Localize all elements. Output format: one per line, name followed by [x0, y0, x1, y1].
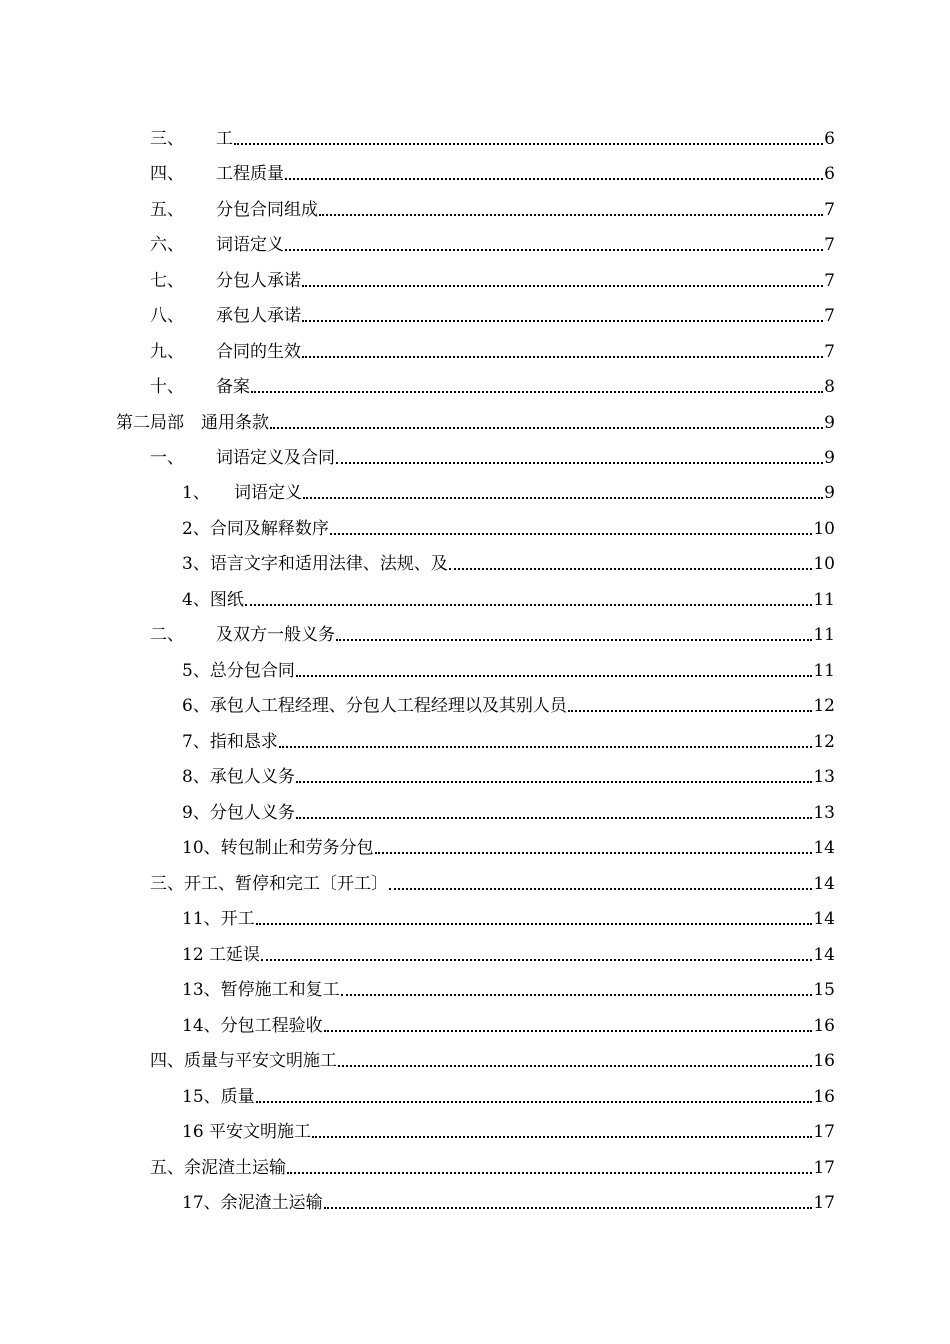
toc-page-number: 13 — [813, 767, 835, 787]
toc-entry[interactable] — [150, 618, 835, 646]
toc-entry-title: 词语定义及合同 — [216, 448, 335, 468]
toc-entry-title: 7、指和恳求 — [182, 732, 278, 752]
toc-page-number: 14 — [813, 874, 835, 894]
toc-dot-leader — [302, 320, 823, 322]
toc-entry-title: 工程质量 — [216, 164, 284, 184]
toc-entry[interactable] — [150, 193, 835, 221]
toc-dot-leader — [375, 852, 813, 854]
toc-subentry[interactable] — [182, 476, 835, 504]
toc-entry[interactable] — [150, 122, 835, 150]
toc-subentry[interactable] — [182, 1186, 835, 1214]
toc-page-number: 16 — [813, 1016, 835, 1036]
toc-entry-title: 10、转包制止和劳务分包 — [182, 838, 374, 858]
toc-entry-title: 第二局部 通用条款 — [116, 413, 269, 433]
toc-dot-leader — [285, 178, 823, 180]
toc-entry-title: 及双方一般义务 — [216, 625, 335, 645]
toc-entry-number: 七、 — [150, 271, 184, 291]
toc-dot-leader — [302, 356, 823, 358]
toc-entry-title: 9、分包人义务 — [182, 803, 295, 823]
toc-entry-part[interactable] — [116, 406, 835, 434]
toc-dot-leader — [568, 710, 813, 712]
toc-entry[interactable] — [150, 1151, 835, 1179]
toc-page-number: 14 — [813, 838, 835, 858]
toc-page-number: 7 — [824, 271, 835, 291]
toc-page-number: 16 — [813, 1087, 835, 1107]
toc-page-number: 11 — [813, 661, 835, 681]
toc-page-number: 11 — [813, 625, 835, 645]
toc-entry-title: 15、质量 — [182, 1087, 255, 1107]
toc-page-number: 10 — [813, 554, 835, 574]
toc-page-number: 7 — [824, 235, 835, 255]
toc-entry-title: 五、余泥渣土运输 — [150, 1158, 286, 1178]
toc-subentry[interactable] — [182, 1080, 835, 1108]
toc-page-number: 11 — [813, 590, 835, 610]
toc-page-number: 9 — [824, 483, 835, 503]
toc-page-number: 9 — [824, 413, 835, 433]
toc-page-number: 16 — [813, 1051, 835, 1071]
toc-entry-title: 词语定义 — [234, 483, 302, 503]
toc-entry-title: 6、承包人工程经理、分包人工程经理以及其别人员 — [182, 696, 567, 716]
toc-page-number: 9 — [824, 448, 835, 468]
toc-dot-leader — [261, 959, 812, 961]
toc-entry-title: 13、暂停施工和复工 — [182, 980, 340, 1000]
toc-entry[interactable] — [150, 1044, 835, 1072]
toc-dot-leader — [324, 1030, 813, 1032]
toc-page-number: 14 — [813, 909, 835, 929]
toc-subentry[interactable] — [182, 1115, 835, 1143]
toc-dot-leader — [296, 781, 813, 783]
toc-entry-title: 工 — [216, 129, 233, 149]
toc-entry-title: 4、图纸 — [182, 590, 244, 610]
toc-entry-title: 分包合同组成 — [216, 200, 318, 220]
toc-entry-title: 承包人承诺 — [216, 306, 301, 326]
toc-entry-title: 三、开工、暂停和完工〔开工〕 — [150, 874, 388, 894]
toc-entry-title: 12 工延误 — [182, 945, 261, 965]
toc-entry-number: 八、 — [150, 306, 184, 326]
toc-dot-leader — [336, 462, 823, 464]
toc-dot-leader — [279, 746, 813, 748]
toc-page-number: 6 — [824, 164, 835, 184]
toc-page-number: 7 — [824, 200, 835, 220]
toc-entry-title: 合同的生效 — [216, 342, 301, 362]
toc-entry[interactable] — [150, 370, 835, 398]
toc-page-number: 12 — [813, 732, 835, 752]
toc-entry-number: 六、 — [150, 235, 184, 255]
toc-dot-leader — [256, 1101, 813, 1103]
toc-entry-number: 九、 — [150, 342, 184, 362]
toc-page-number: 14 — [813, 945, 835, 965]
toc-page-number: 7 — [824, 342, 835, 362]
toc-subentry[interactable] — [182, 796, 835, 824]
toc-page-number: 8 — [824, 377, 835, 397]
toc-dot-leader — [251, 391, 823, 393]
toc-entry-title: 11、开工 — [182, 909, 255, 929]
toc-entry-title: 16 平安文明施工 — [182, 1122, 312, 1142]
toc-entry-title: 5、总分包合同 — [182, 661, 295, 681]
toc-dot-leader — [449, 568, 813, 570]
toc-dot-leader — [270, 427, 823, 429]
toc-page-number: 17 — [813, 1122, 835, 1142]
toc-subentry[interactable] — [182, 973, 835, 1001]
toc-entry-number: 十、 — [150, 377, 184, 397]
toc-entry-number: 五、 — [150, 200, 184, 220]
toc-entry-number: 二、 — [150, 625, 184, 645]
toc-subentry[interactable] — [182, 654, 835, 682]
toc-dot-leader — [312, 1136, 812, 1138]
toc-entry[interactable] — [150, 157, 835, 185]
toc-entry[interactable] — [150, 335, 835, 363]
toc-dot-leader — [319, 214, 823, 216]
toc-dot-leader — [302, 285, 823, 287]
toc-entry[interactable] — [150, 228, 835, 256]
toc-subentry[interactable] — [182, 725, 835, 753]
toc-dot-leader — [303, 497, 823, 499]
toc-page-number: 17 — [813, 1193, 835, 1213]
toc-subentry[interactable] — [182, 938, 835, 966]
toc-subentry[interactable] — [182, 902, 835, 930]
toc-entry[interactable] — [150, 441, 835, 469]
toc-subentry[interactable] — [182, 689, 835, 717]
toc-dot-leader — [341, 994, 813, 996]
toc-entry-title: 8、承包人义务 — [182, 767, 295, 787]
toc-subentry[interactable] — [182, 831, 835, 859]
toc-dot-leader — [256, 923, 813, 925]
toc-entry-number: 1、 — [182, 483, 210, 503]
toc-entry-title: 词语定义 — [216, 235, 284, 255]
toc-dot-leader — [285, 249, 823, 251]
toc-entry-title: 14、分包工程验收 — [182, 1016, 323, 1036]
toc-subentry[interactable] — [182, 1009, 835, 1037]
toc-dot-leader — [234, 143, 823, 145]
toc-dot-leader — [324, 1207, 813, 1209]
toc-entry[interactable] — [150, 299, 835, 327]
toc-entry[interactable] — [150, 867, 835, 895]
toc-entry-number: 一、 — [150, 448, 184, 468]
toc-page-number: 15 — [813, 980, 835, 1000]
toc-entry-number: 三、 — [150, 129, 184, 149]
toc-page-number: 7 — [824, 306, 835, 326]
toc-entry-title: 3、语言文字和适用法律、法规、及 — [182, 554, 448, 574]
toc-entry-title: 17、余泥渣土运输 — [182, 1193, 323, 1213]
toc-entry-title: 四、质量与平安文明施工 — [150, 1051, 337, 1071]
toc-dot-leader — [287, 1172, 812, 1174]
toc-page-number: 10 — [813, 519, 835, 539]
toc-subentry[interactable] — [182, 547, 835, 575]
toc-entry-title: 分包人承诺 — [216, 271, 301, 291]
toc-page-number: 13 — [813, 803, 835, 823]
toc-entry-title: 备案 — [216, 377, 250, 397]
toc-subentry[interactable] — [182, 760, 835, 788]
toc-dot-leader — [296, 675, 813, 677]
toc-page-number: 17 — [813, 1158, 835, 1178]
toc-dot-leader — [330, 533, 813, 535]
toc-dot-leader — [296, 817, 813, 819]
toc-entry-number: 四、 — [150, 164, 184, 184]
toc-subentry[interactable] — [182, 583, 835, 611]
toc-page-number: 6 — [824, 129, 835, 149]
toc-entry-title: 2、合同及解释数序 — [182, 519, 329, 539]
toc-dot-leader — [389, 888, 812, 890]
toc-entry[interactable] — [150, 264, 835, 292]
toc-dot-leader — [336, 639, 812, 641]
toc-subentry[interactable] — [182, 512, 835, 540]
toc-dot-leader — [245, 604, 813, 606]
toc-page-number: 12 — [813, 696, 835, 716]
toc-dot-leader — [338, 1065, 812, 1067]
